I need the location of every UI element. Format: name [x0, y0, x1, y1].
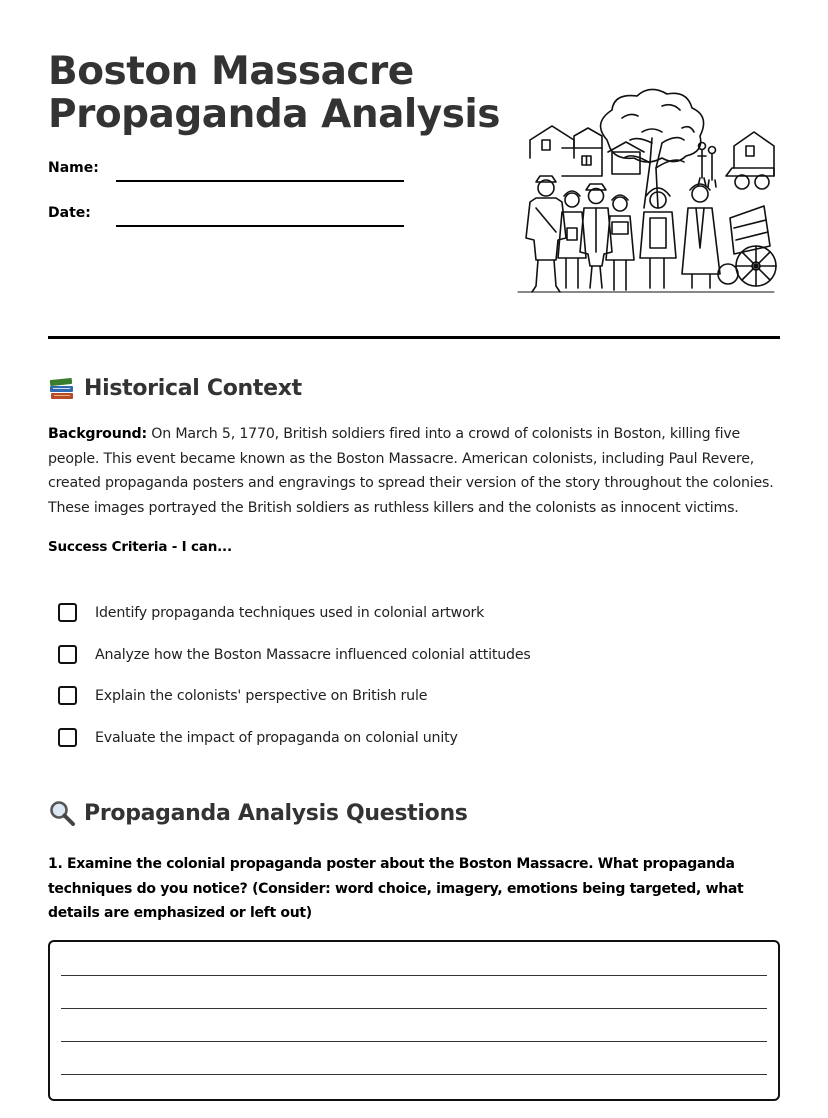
background-paragraph: [48, 422, 783, 520]
historical-context-heading: [48, 375, 302, 401]
answer-line: [61, 1074, 767, 1075]
criteria-checkbox[interactable]: [58, 728, 77, 747]
title-line-1: Boston Massacre: [48, 49, 414, 94]
page-title: [48, 50, 500, 136]
criteria-item: [58, 645, 531, 664]
success-criteria-title: Success Criteria - I can...: [48, 539, 232, 555]
title-line-2: Propaganda Analysis: [48, 92, 501, 137]
criteria-item: [58, 603, 484, 622]
criteria-checkbox[interactable]: [58, 603, 77, 622]
date-label: Date:: [48, 205, 91, 221]
books-icon: [48, 375, 76, 401]
background-label: Background:: [48, 426, 147, 442]
colonial-townspeople-illustration: [512, 88, 780, 300]
name-field[interactable]: [116, 180, 404, 182]
historical-context-title: Historical Context: [84, 375, 302, 401]
criteria-label: Identify propaganda techniques used in colonial artwork: [95, 604, 485, 621]
question-1-text: 1. Examine the colonial propaganda poster about the Boston Massacre. What propaganda techniques do you notice? (Consider: word choice, imagery, emotions being targeted, what details are emphasized or left out): [48, 856, 744, 921]
criteria-label: Evaluate the impact of propaganda on colonial unity: [95, 729, 458, 746]
analysis-questions-title: Propaganda Analysis Questions: [84, 800, 468, 826]
criteria-item: [58, 728, 458, 747]
answer-line: [61, 1008, 767, 1009]
analysis-questions-heading: [48, 800, 468, 826]
criteria-label: Explain the colonists' perspective on British rule: [95, 687, 428, 704]
date-field[interactable]: [116, 225, 404, 227]
criteria-checkbox[interactable]: [58, 645, 77, 664]
criteria-checkbox[interactable]: [58, 686, 77, 705]
background-text: On March 5, 1770, British soldiers fired into a crowd of colonists in Boston, killing five people. This event became known as the Boston Massacre. American colonists, including Paul Revere, created propaganda posters and engravings to spread their version of the story throughout the colonies. These images portrayed the British soldiers as ruthless killers and the colonists as innocent victims.: [48, 426, 774, 516]
name-label: Name:: [48, 160, 99, 176]
header-divider: [48, 336, 780, 339]
criteria-item: [58, 686, 427, 705]
criteria-label: Analyze how the Boston Massacre influenced colonial attitudes: [95, 646, 531, 663]
answer-line: [61, 975, 767, 976]
answer-line: [61, 1041, 767, 1042]
magnifying-glass-icon: [48, 800, 76, 826]
question-1-answer-box[interactable]: [48, 940, 780, 1101]
